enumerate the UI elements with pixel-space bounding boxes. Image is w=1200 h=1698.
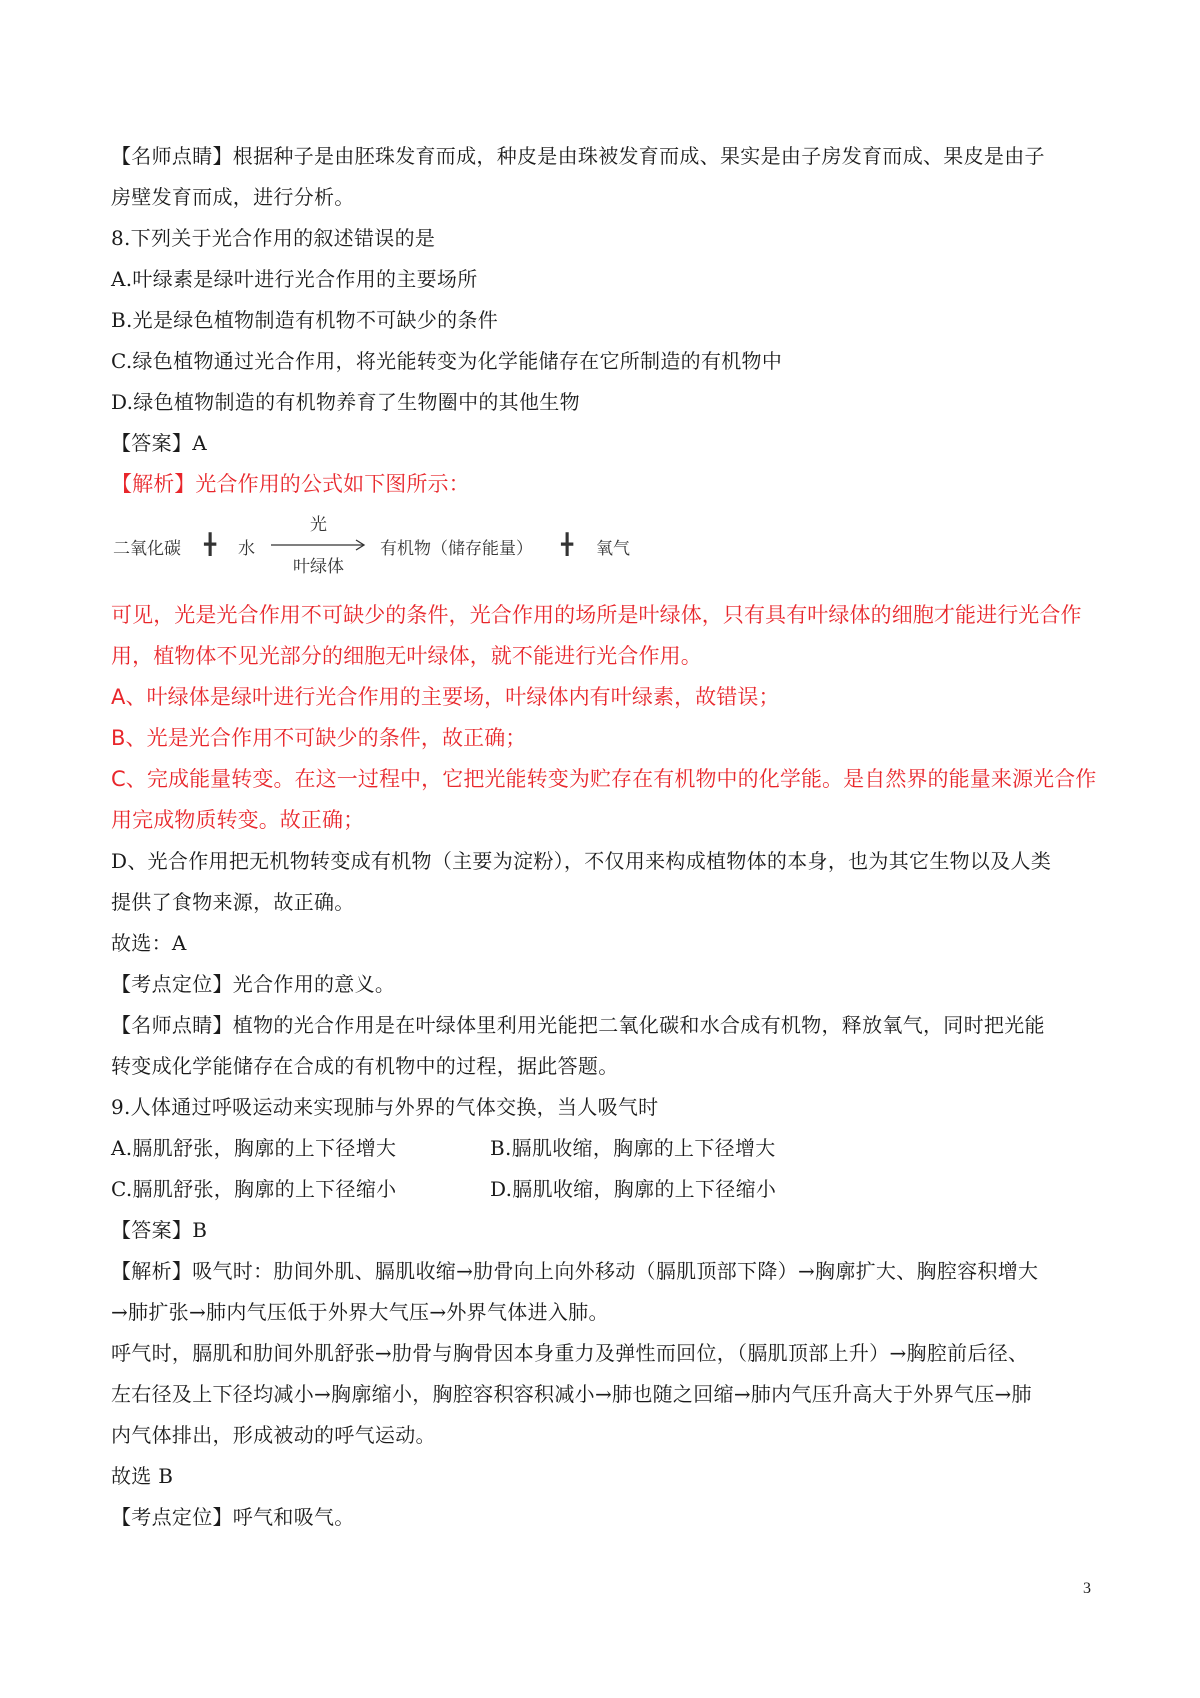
q9-chosen: 故选 B (111, 1464, 174, 1488)
formula-plus-2: ╋ (561, 532, 574, 556)
q8-analysis-red-4: B、光是光合作用不可缺少的条件，故正确； (111, 726, 527, 750)
q8-analysis-red-3: A、叶绿体是绿叶进行光合作用的主要场，叶绿体内有叶绿素，故错误； (111, 685, 780, 709)
q9-options-row-1 (111, 1135, 776, 1161)
page-number: 3 (1083, 1580, 1091, 1597)
q8-answer: 【答案】A (111, 431, 207, 455)
q8-chosen: 故选：A (111, 931, 187, 955)
q9-analysis-4: 左右径及上下径均减小→胸廓缩小，胸腔容积容积减小→肺也随之回缩→肺内气压升高大于外界气压→肺 (111, 1382, 1032, 1406)
q9-option-d: D.膈肌收缩，胸廓的上下径缩小 (490, 1177, 777, 1201)
photosynthesis-formula (111, 512, 671, 576)
q8-tip-2: 转变成化学能储存在合成的有机物中的过程，据此答题。 (111, 1054, 619, 1078)
q8-analysis-d-1: D、光合作用把无机物转变成有机物（主要为淀粉），不仅用来构成植物体的本身，也为其它生物以及人类 (111, 849, 1052, 873)
q9-option-a: A.膈肌舒张，胸廓的上下径增大 (111, 1136, 397, 1160)
q7-tip-line-1: 【名师点睛】根据种子是由胚珠发育而成，种皮是由珠被发育而成、果实是由子房发育而成、果皮是由子 (111, 144, 1045, 168)
q7-tip-line-2: 房壁发育而成，进行分析。 (111, 185, 355, 209)
q9-analysis-5: 内气体排出，形成被动的呼气运动。 (111, 1423, 436, 1447)
formula-reactant-water: 水 (238, 539, 255, 559)
formula-reactant-co2: 二氧化碳 (113, 539, 181, 559)
formula-product-oxygen: 氧气 (596, 539, 630, 559)
formula-arrow (271, 538, 367, 552)
q9-point: 【考点定位】呼气和吸气。 (111, 1505, 355, 1529)
formula-condition-chloroplast: 叶绿体 (293, 557, 344, 577)
q9-answer: 【答案】B (111, 1218, 208, 1242)
q8-option-b: B.光是绿色植物制造有机物不可缺少的条件 (111, 308, 499, 332)
q8-option-d: D.绿色植物制造的有机物养育了生物圈中的其他生物 (111, 390, 580, 414)
q9-options-row-2 (111, 1176, 777, 1202)
q8-analysis-red-5: C、完成能量转变。在这一过程中，它把光能转变为贮存在有机物中的化学能。是自然界的能量来源光合作 (111, 767, 1097, 791)
q9-option-c: C.膈肌舒张，胸廓的上下径缩小 (111, 1177, 397, 1201)
q8-point: 【考点定位】光合作用的意义。 (111, 972, 396, 996)
formula-plus-1: ╋ (204, 532, 217, 556)
q9-analysis-2: →肺扩张→肺内气压低于外界大气压→外界气体进入肺。 (111, 1300, 609, 1324)
q9-analysis-3: 呼气时，膈肌和肋间外肌舒张→肋骨与胸骨因本身重力及弹性而回位，（膈肌顶部上升）→胸腔前后径、 (111, 1341, 1029, 1365)
q9-stem: 9.人体通过呼吸运动来实现肺与外界的气体交换，当人吸气时 (111, 1095, 659, 1119)
q8-analysis-red-6: 用完成物质转变。故正确； (111, 808, 365, 832)
q8-analysis-d-2: 提供了食物来源，故正确。 (111, 890, 355, 914)
q9-analysis-1: 【解析】吸气时：肋间外肌、膈肌收缩→肋骨向上向外移动（膈肌顶部下降）→胸廓扩大、胸腔容积增大 (111, 1259, 1039, 1283)
formula-product-organic: 有机物（储存能量） (380, 539, 533, 559)
q9-option-b: B.膈肌收缩，胸廓的上下径增大 (490, 1136, 776, 1160)
q8-analysis-red-1: 可见，光是光合作用不可缺少的条件，光合作用的场所是叶绿体，只有具有叶绿体的细胞才能进行光合作 (111, 603, 1082, 627)
q8-option-a: A.叶绿素是绿叶进行光合作用的主要场所 (111, 267, 478, 291)
q8-analysis-red-2: 用，植物体不见光部分的细胞无叶绿体，就不能进行光合作用。 (111, 644, 702, 668)
q8-option-c: C.绿色植物通过光合作用，将光能转变为化学能储存在它所制造的有机物中 (111, 349, 783, 373)
q8-analysis-intro: 【解析】光合作用的公式如下图所示： (111, 472, 470, 496)
q8-stem: 8.下列关于光合作用的叙述错误的是 (111, 226, 436, 250)
q8-tip-1: 【名师点睛】植物的光合作用是在叶绿体里利用光能把二氧化碳和水合成有机物，释放氧气，同时把光能 (111, 1013, 1045, 1037)
formula-condition-light: 光 (310, 515, 327, 535)
